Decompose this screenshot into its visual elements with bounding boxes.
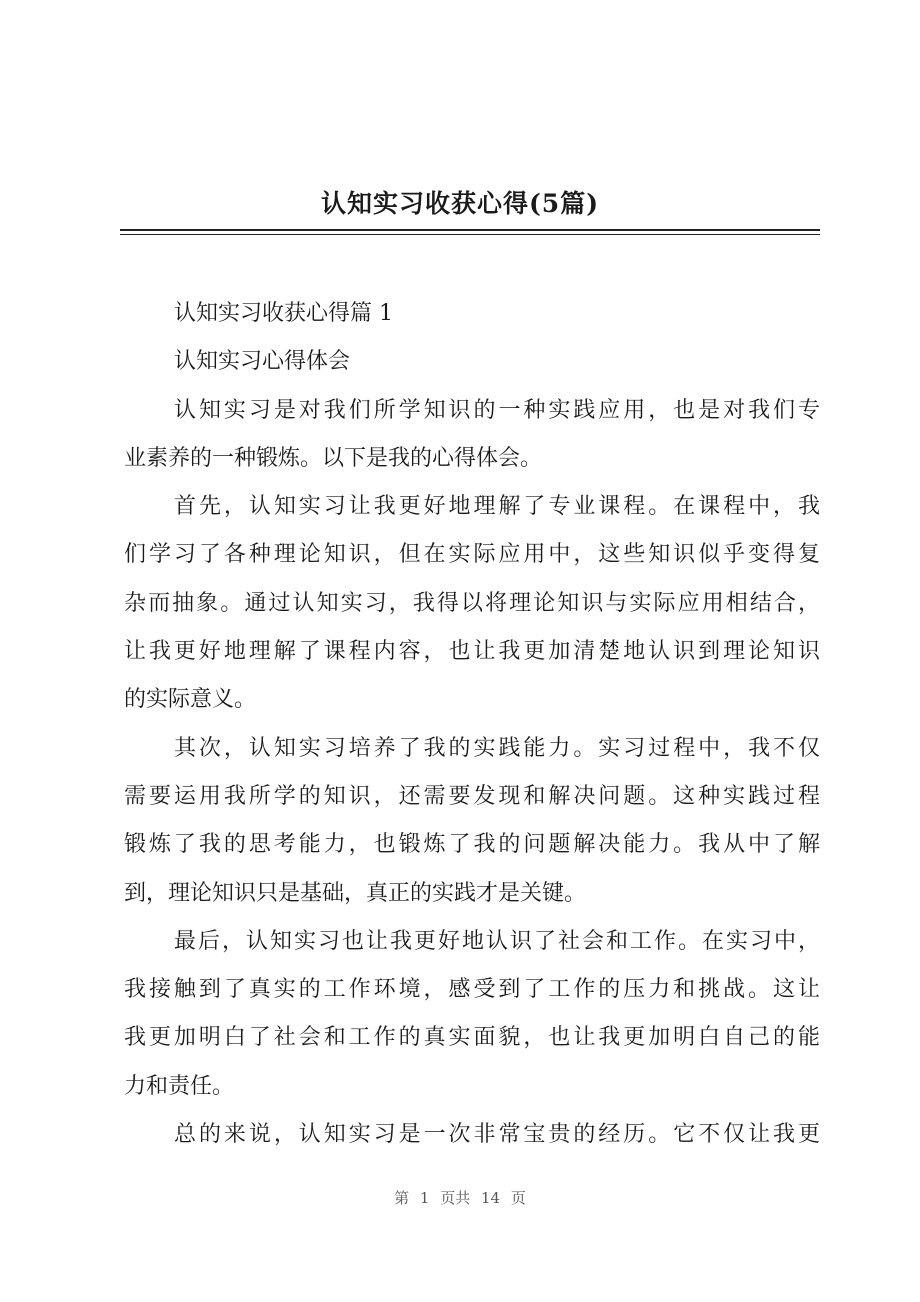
text-line: 认知实习收获心得篇 1 xyxy=(174,301,393,326)
title-rule-thick xyxy=(120,229,820,231)
text-line: 们学习了各种理论知识，但在实际应用中，这些知识似乎变得复 xyxy=(124,542,820,568)
text-line: 我接触到了真实的工作环境，感受到了工作的压力和挑战。这让 xyxy=(124,977,820,1003)
text-line: 让我更好地理解了课程内容，也让我更加清楚地认识到理论知识 xyxy=(124,639,820,665)
text-line: 最后，认知实习也让我更好地认识了社会和工作。在实习中， xyxy=(174,928,820,954)
text-line: 业素养的一种锻炼。以下是我的心得体会。 xyxy=(124,445,543,471)
title-rule-thin xyxy=(120,234,820,235)
text-line: 杂而抽象。通过认知实习，我得以将理论知识与实际应用相结合， xyxy=(124,590,820,616)
text-line: 其次，认知实习培养了我的实践能力。实习过程中，我不仅 xyxy=(174,735,820,761)
text-line: 到，理论知识只是基础，真正的实践才是关键。 xyxy=(124,880,587,906)
text-line: 锻炼了我的思考能力，也锻炼了我的问题解决能力。我从中了解 xyxy=(124,832,820,858)
text-line: 力和责任。 xyxy=(124,1073,235,1099)
text-line: 认知实习心得体会 xyxy=(174,349,351,375)
text-line: 首先，认知实习让我更好地理解了专业课程。在课程中，我 xyxy=(174,494,820,520)
text-line: 我更加明白了社会和工作的真实面貌，也让我更加明白自己的能 xyxy=(124,1025,820,1051)
text-line: 总的来说，认知实习是一次非常宝贵的经历。它不仅让我更 xyxy=(174,1122,820,1148)
page-footer: 第 1 页共 14 页 xyxy=(394,1189,526,1207)
text-line: 的实际意义。 xyxy=(124,687,257,713)
document-body xyxy=(124,290,820,1159)
text-line: 认知实习是对我们所学知识的一种实践应用，也是对我们专 xyxy=(174,397,820,423)
text-line: 需要运用我所学的知识，还需要发现和解决问题。这种实践过程 xyxy=(124,783,820,809)
page-title: 认知实习收获心得(5篇) xyxy=(320,189,600,218)
